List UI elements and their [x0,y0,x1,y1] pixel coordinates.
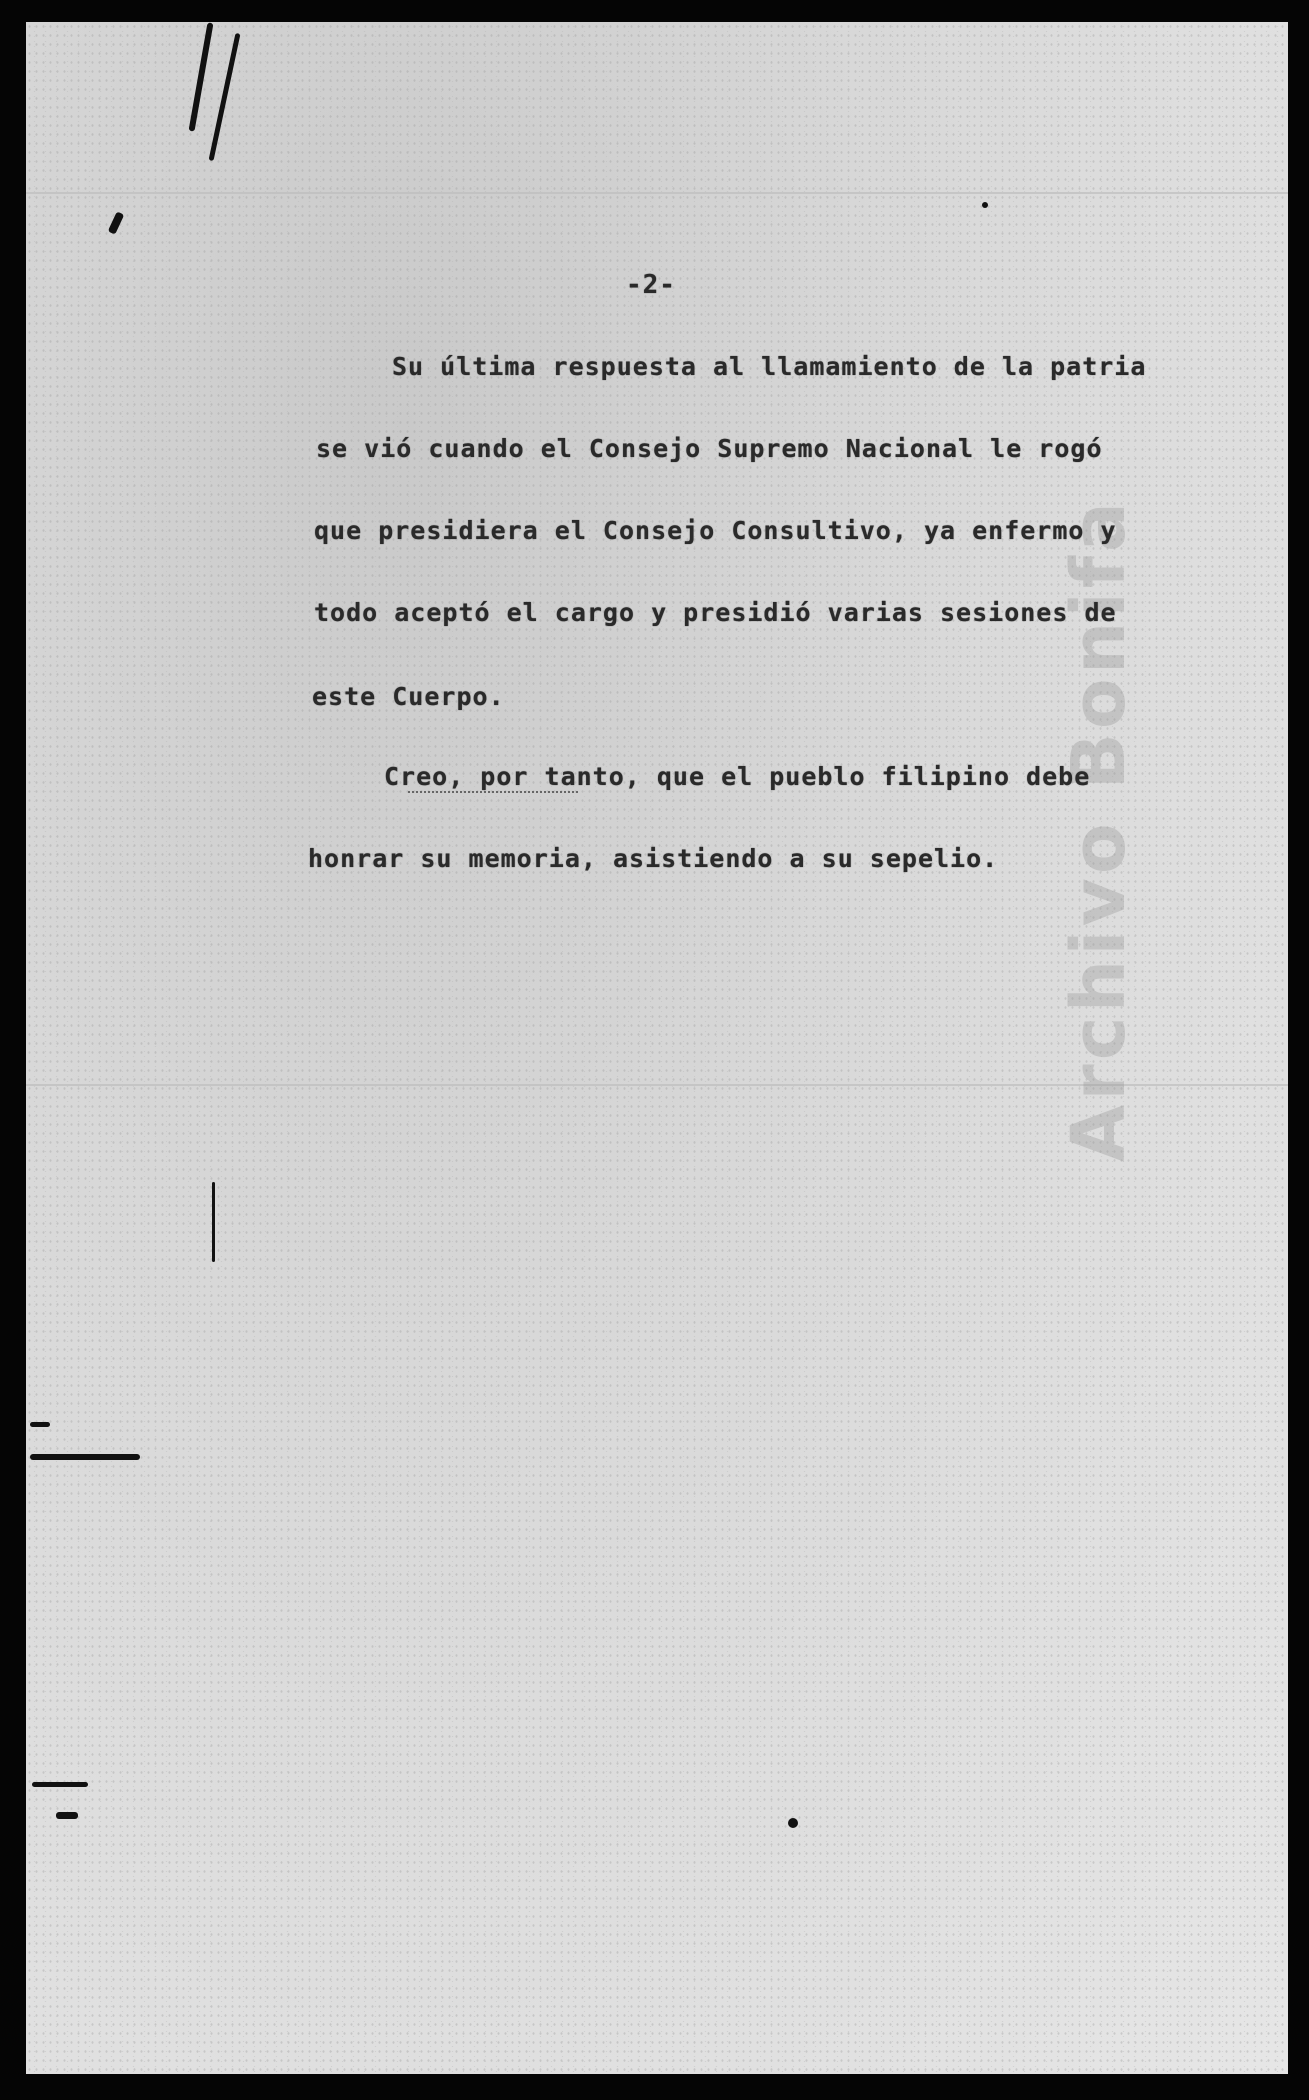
scan-mark [32,1782,88,1787]
pencil-underline [408,788,578,793]
text-line: que presidiera el Consejo Consultivo, ya enfermo y [314,516,1117,545]
page-number: -2- [626,270,676,300]
archive-watermark: Archivo Bonifa [1056,498,1142,1162]
scan-mark [56,1812,78,1819]
text-line: Su última respuesta al llamamiento de la patria [392,352,1147,381]
scan-mark [212,1182,215,1262]
text-line: honrar su memoria, asistiendo a su sepelio. [308,844,999,873]
scan-mark [30,1422,50,1427]
text-line: todo aceptó el cargo y presidió varias sesiones de [314,598,1117,627]
scan-mark [982,202,988,208]
scan-mark [30,1454,140,1460]
scan-mark [108,211,125,234]
fold-line [26,192,1288,194]
text-line: Creo, por tanto, que el pueblo filipino debe [384,762,1091,791]
scan-mark [188,22,213,131]
text-line: este Cuerpo. [312,682,505,711]
scan-mark [209,33,241,161]
document-page [26,22,1288,2074]
scan-mark [788,1818,798,1828]
text-line: se vió cuando el Consejo Supremo Nacional le rogó [316,434,1103,463]
